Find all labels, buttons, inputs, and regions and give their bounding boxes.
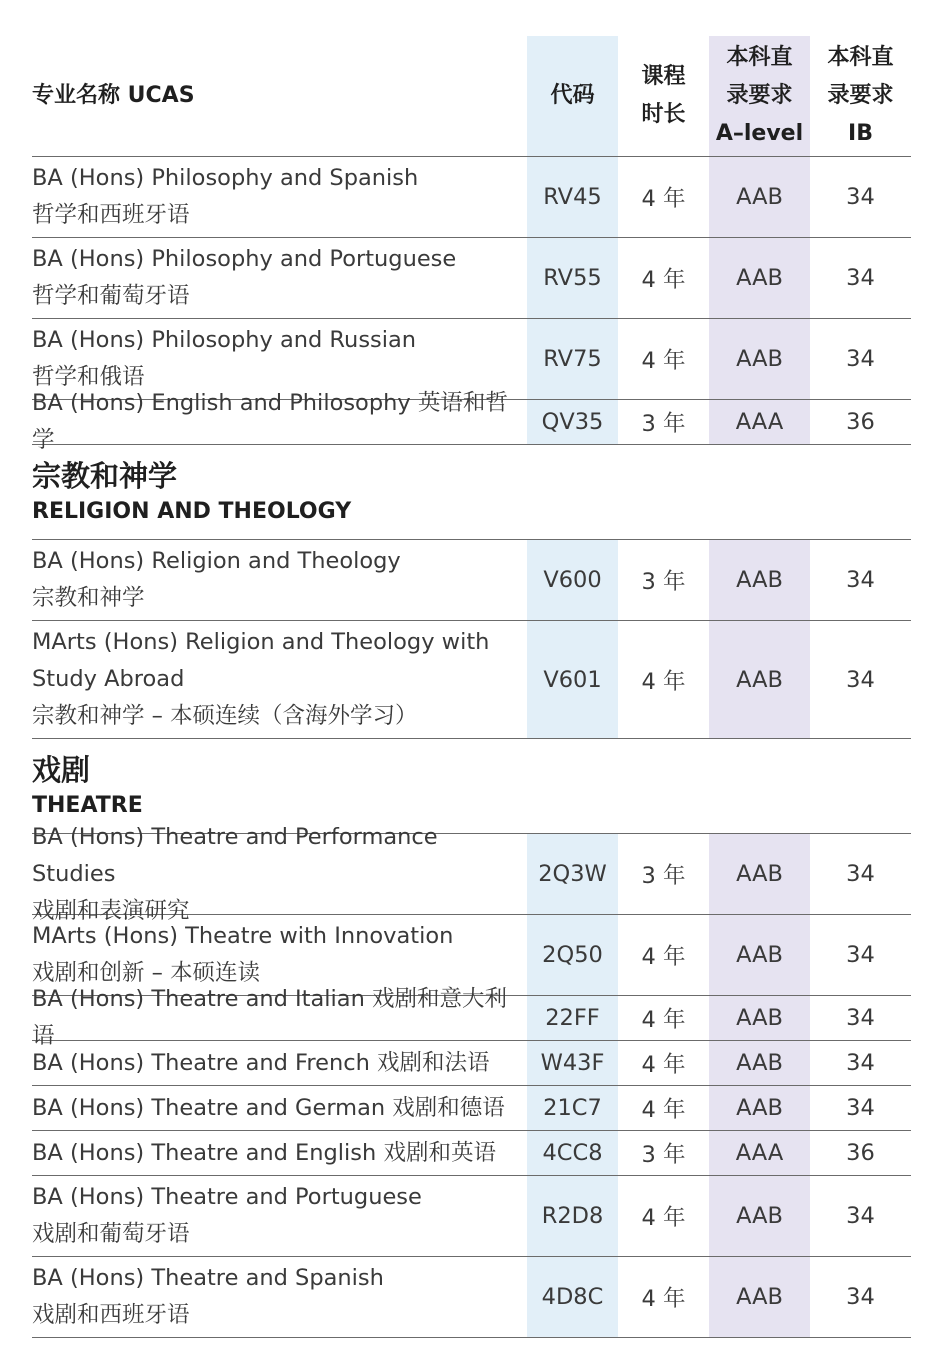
course-duration: 4 年 — [641, 668, 686, 695]
course-code: 2Q50 — [527, 915, 618, 995]
section-heading-religion — [32, 445, 911, 540]
course-name: BA (Hons) Philosophy and Russian 哲学和俄语 — [32, 327, 417, 390]
course-ib: 34 — [846, 184, 875, 210]
course-name: BA (Hons) English and Philosophy 英语和哲学 — [32, 390, 508, 453]
course-name: BA (Hons) Theatre and Spanish 戏剧和西班牙语 — [32, 1265, 384, 1328]
table-row — [32, 621, 911, 739]
course-alevel: AAB — [709, 996, 810, 1040]
course-duration: 4 年 — [641, 1097, 686, 1123]
course-code: 22FF — [527, 996, 618, 1040]
table-row — [32, 1041, 911, 1086]
course-name: MArts (Hons) Religion and Theology with Study Abroad 宗教和神学 – 本硕连续（含海外学习） — [32, 629, 490, 729]
table-row — [32, 1131, 911, 1176]
course-ib: 34 — [846, 942, 875, 968]
course-ib: 34 — [846, 1284, 875, 1310]
course-ib: 34 — [846, 1203, 875, 1229]
course-duration: 4 年 — [641, 267, 686, 293]
course-ib: 34 — [846, 265, 875, 291]
course-ib: 34 — [846, 1095, 875, 1121]
course-alevel: AAB — [709, 157, 810, 237]
course-name: BA (Hons) Theatre and Performance Studies 戏剧和表演研究 — [32, 823, 438, 924]
header-code: 代码 — [527, 36, 618, 156]
table-row — [32, 1086, 911, 1131]
course-alevel: AAB — [709, 915, 810, 995]
course-code: 2Q3W — [527, 834, 618, 914]
section-title-en: THEATRE — [32, 793, 143, 818]
course-alevel: AAB — [709, 621, 810, 738]
course-duration: 4 年 — [641, 944, 686, 970]
course-code: RV75 — [527, 319, 618, 399]
course-alevel: AAB — [709, 1086, 810, 1130]
course-code: QV35 — [527, 400, 618, 444]
course-ib: 34 — [846, 346, 875, 372]
course-code: 21C7 — [527, 1086, 618, 1130]
course-code: R2D8 — [527, 1176, 618, 1256]
section-title-en: RELIGION AND THEOLOGY — [32, 499, 352, 524]
course-name: BA (Hons) Theatre and German 戏剧和德语 — [32, 1094, 505, 1121]
course-duration: 4 年 — [641, 186, 686, 212]
course-ib: 34 — [846, 666, 875, 693]
course-name: BA (Hons) Philosophy and Portuguese 哲学和葡萄牙语 — [32, 246, 457, 309]
course-code: V601 — [527, 621, 618, 738]
course-ib: 34 — [846, 1050, 875, 1076]
course-name: BA (Hons) Religion and Theology 宗教和神学 — [32, 548, 401, 611]
header-ib: 本科直 录要求 IB — [827, 45, 894, 146]
course-name: BA (Hons) Philosophy and Spanish 哲学和西班牙语 — [32, 165, 419, 228]
header-name: 专业名称 UCAS — [32, 83, 195, 108]
course-alevel: AAA — [709, 400, 810, 444]
course-ib: 36 — [846, 409, 875, 435]
table-row — [32, 157, 911, 238]
table-row — [32, 1176, 911, 1257]
course-name: BA (Hons) Theatre and French 戏剧和法语 — [32, 1049, 490, 1076]
course-code: RV55 — [527, 238, 618, 318]
course-code: W43F — [527, 1041, 618, 1085]
course-duration: 4 年 — [641, 348, 686, 374]
course-alevel: AAB — [709, 540, 810, 620]
course-duration: 4 年 — [641, 1007, 686, 1033]
course-ib: 36 — [846, 1140, 875, 1166]
course-ib: 34 — [846, 861, 875, 887]
course-alevel: AAB — [709, 1176, 810, 1256]
table-row — [32, 986, 911, 1049]
course-name: MArts (Hons) Theatre with Innovation 戏剧和创新 – 本硕连读 — [32, 923, 454, 986]
table-row — [32, 1257, 911, 1338]
section-title-zh: 宗教和神学 — [32, 459, 178, 493]
course-code: 4D8C — [527, 1257, 618, 1337]
course-alevel: AAB — [709, 1041, 810, 1085]
course-ib: 34 — [846, 567, 875, 593]
course-name: BA (Hons) Theatre and Portuguese 戏剧和葡萄牙语 — [32, 1184, 422, 1247]
course-name: BA (Hons) Theatre and English 戏剧和英语 — [32, 1139, 496, 1166]
header-duration: 课程 时长 — [641, 64, 686, 127]
course-alevel: AAB — [709, 834, 810, 914]
header-alevel: 本科直 录要求 A–level — [709, 36, 810, 156]
table-row — [32, 238, 911, 319]
course-table — [32, 36, 911, 1338]
course-name: BA (Hons) Theatre and Italian 戏剧和意大利语 — [32, 986, 507, 1049]
course-duration: 4 年 — [641, 1052, 686, 1078]
course-code: V600 — [527, 540, 618, 620]
course-alevel: AAA — [709, 1131, 810, 1175]
table-row — [32, 540, 911, 621]
table-row — [32, 390, 911, 453]
course-duration: 4 年 — [641, 1286, 686, 1312]
course-ib: 34 — [846, 1005, 875, 1031]
course-alevel: AAB — [709, 238, 810, 318]
section-title-zh: 戏剧 — [32, 753, 91, 787]
course-duration: 3 年 — [641, 411, 686, 437]
course-alevel: AAB — [709, 1257, 810, 1337]
course-duration: 4 年 — [641, 1205, 686, 1231]
course-duration: 3 年 — [641, 863, 686, 889]
table-row — [32, 823, 911, 924]
course-code: 4CC8 — [527, 1131, 618, 1175]
course-alevel: AAB — [709, 319, 810, 399]
table-header — [32, 36, 911, 157]
course-duration: 3 年 — [641, 569, 686, 595]
course-duration: 3 年 — [641, 1142, 686, 1168]
course-code: RV45 — [527, 157, 618, 237]
